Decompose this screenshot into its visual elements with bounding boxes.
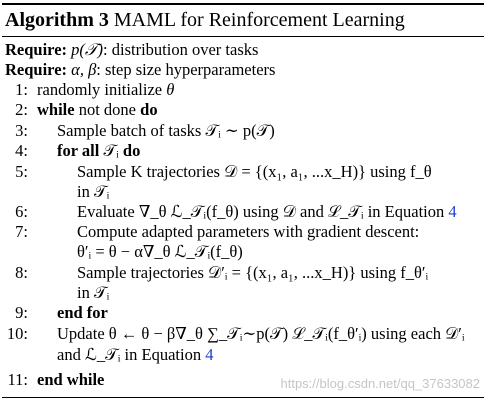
line-number: 3: <box>15 121 28 140</box>
line-number: 9: <box>15 303 28 322</box>
line-number: 11: <box>7 370 28 389</box>
require-keyword: Require: <box>5 60 68 79</box>
algo-line-11 <box>37 370 104 390</box>
require-text: : distribution over tasks <box>103 40 259 59</box>
end-while-keyword: end while <box>37 370 105 389</box>
equation-link[interactable]: 4 <box>448 202 457 221</box>
algo-line-4 <box>57 141 140 161</box>
line-number: 2: <box>15 100 28 119</box>
require-keyword: Require: <box>5 40 68 59</box>
algo-line-3: Sample batch of tasks 𝒯ᵢ ∼ p(𝒯) <box>57 121 275 140</box>
line-number: 4: <box>15 141 28 160</box>
line-text: 𝒯ᵢ <box>99 141 123 160</box>
for-all-keyword: for all <box>57 141 100 160</box>
header-rule <box>2 36 484 37</box>
line-text: Evaluate ∇_θ ℒ_𝒯ᵢ(f_θ) using 𝒟 and ℒ_𝒯ᵢ in Equation <box>77 202 449 221</box>
algo-line-8-cont: in 𝒯ᵢ <box>77 283 110 302</box>
line-text: and ℒ_𝒯ᵢ in Equation <box>57 345 206 364</box>
line-number: 8: <box>15 263 28 282</box>
equation-link[interactable]: 4 <box>205 345 214 364</box>
require-math: α, β <box>71 60 97 79</box>
line-number: 7: <box>15 222 28 241</box>
while-keyword: while <box>37 100 75 119</box>
algo-line-5-cont: in 𝒯ᵢ <box>77 182 110 201</box>
line-number: 10: <box>6 324 28 343</box>
top-rule <box>2 3 484 5</box>
do-keyword: do <box>140 100 158 119</box>
line-number: 6: <box>15 202 28 221</box>
algo-line-7: Compute adapted parameters with gradient descent: <box>77 222 420 241</box>
require-math: p(𝒯) <box>71 40 104 59</box>
algo-line-2 <box>37 100 158 120</box>
end-for-keyword: end for <box>57 303 108 322</box>
algo-line-10: Update θ ← θ − β∇_θ ∑_𝒯ᵢ∼p(𝒯) ℒ_𝒯ᵢ(f_θ′ᵢ) using each 𝒟′ᵢ <box>57 324 465 343</box>
algo-line-7-cont: θ′ᵢ = θ − α∇_θ ℒ_𝒯ᵢ(f_θ) <box>77 242 243 261</box>
line-math: θ <box>166 80 175 99</box>
line-text: not done <box>74 100 141 119</box>
algo-line-5: Sample K trajectories 𝒟 = {(x₁, a₁, ...x_H)} using f_θ <box>77 162 432 181</box>
line-number: 1: <box>15 80 28 99</box>
require-line-2 <box>5 60 275 80</box>
algorithm-label: Algorithm 3 <box>5 9 109 31</box>
require-line-1 <box>5 40 258 60</box>
algo-line-10-cont <box>57 345 213 365</box>
algo-line-1 <box>37 80 174 100</box>
algo-line-8: Sample trajectories 𝒟′ᵢ = {(x₁, a₁, ...x_H)} using f_θ′ᵢ <box>77 263 429 282</box>
line-text: randomly initialize <box>37 80 167 99</box>
algorithm-title <box>5 9 405 32</box>
line-number: 5: <box>15 162 28 181</box>
do-keyword: do <box>122 141 141 160</box>
require-text: : step size hyperparameters <box>96 60 276 79</box>
bottom-rule <box>2 397 484 398</box>
watermark: https://blog.csdn.net/qq_37633082 <box>280 376 480 391</box>
algorithm-name: MAML for Reinforcement Learning <box>113 9 405 31</box>
algo-line-6 <box>77 202 457 222</box>
algo-line-9 <box>57 303 108 323</box>
